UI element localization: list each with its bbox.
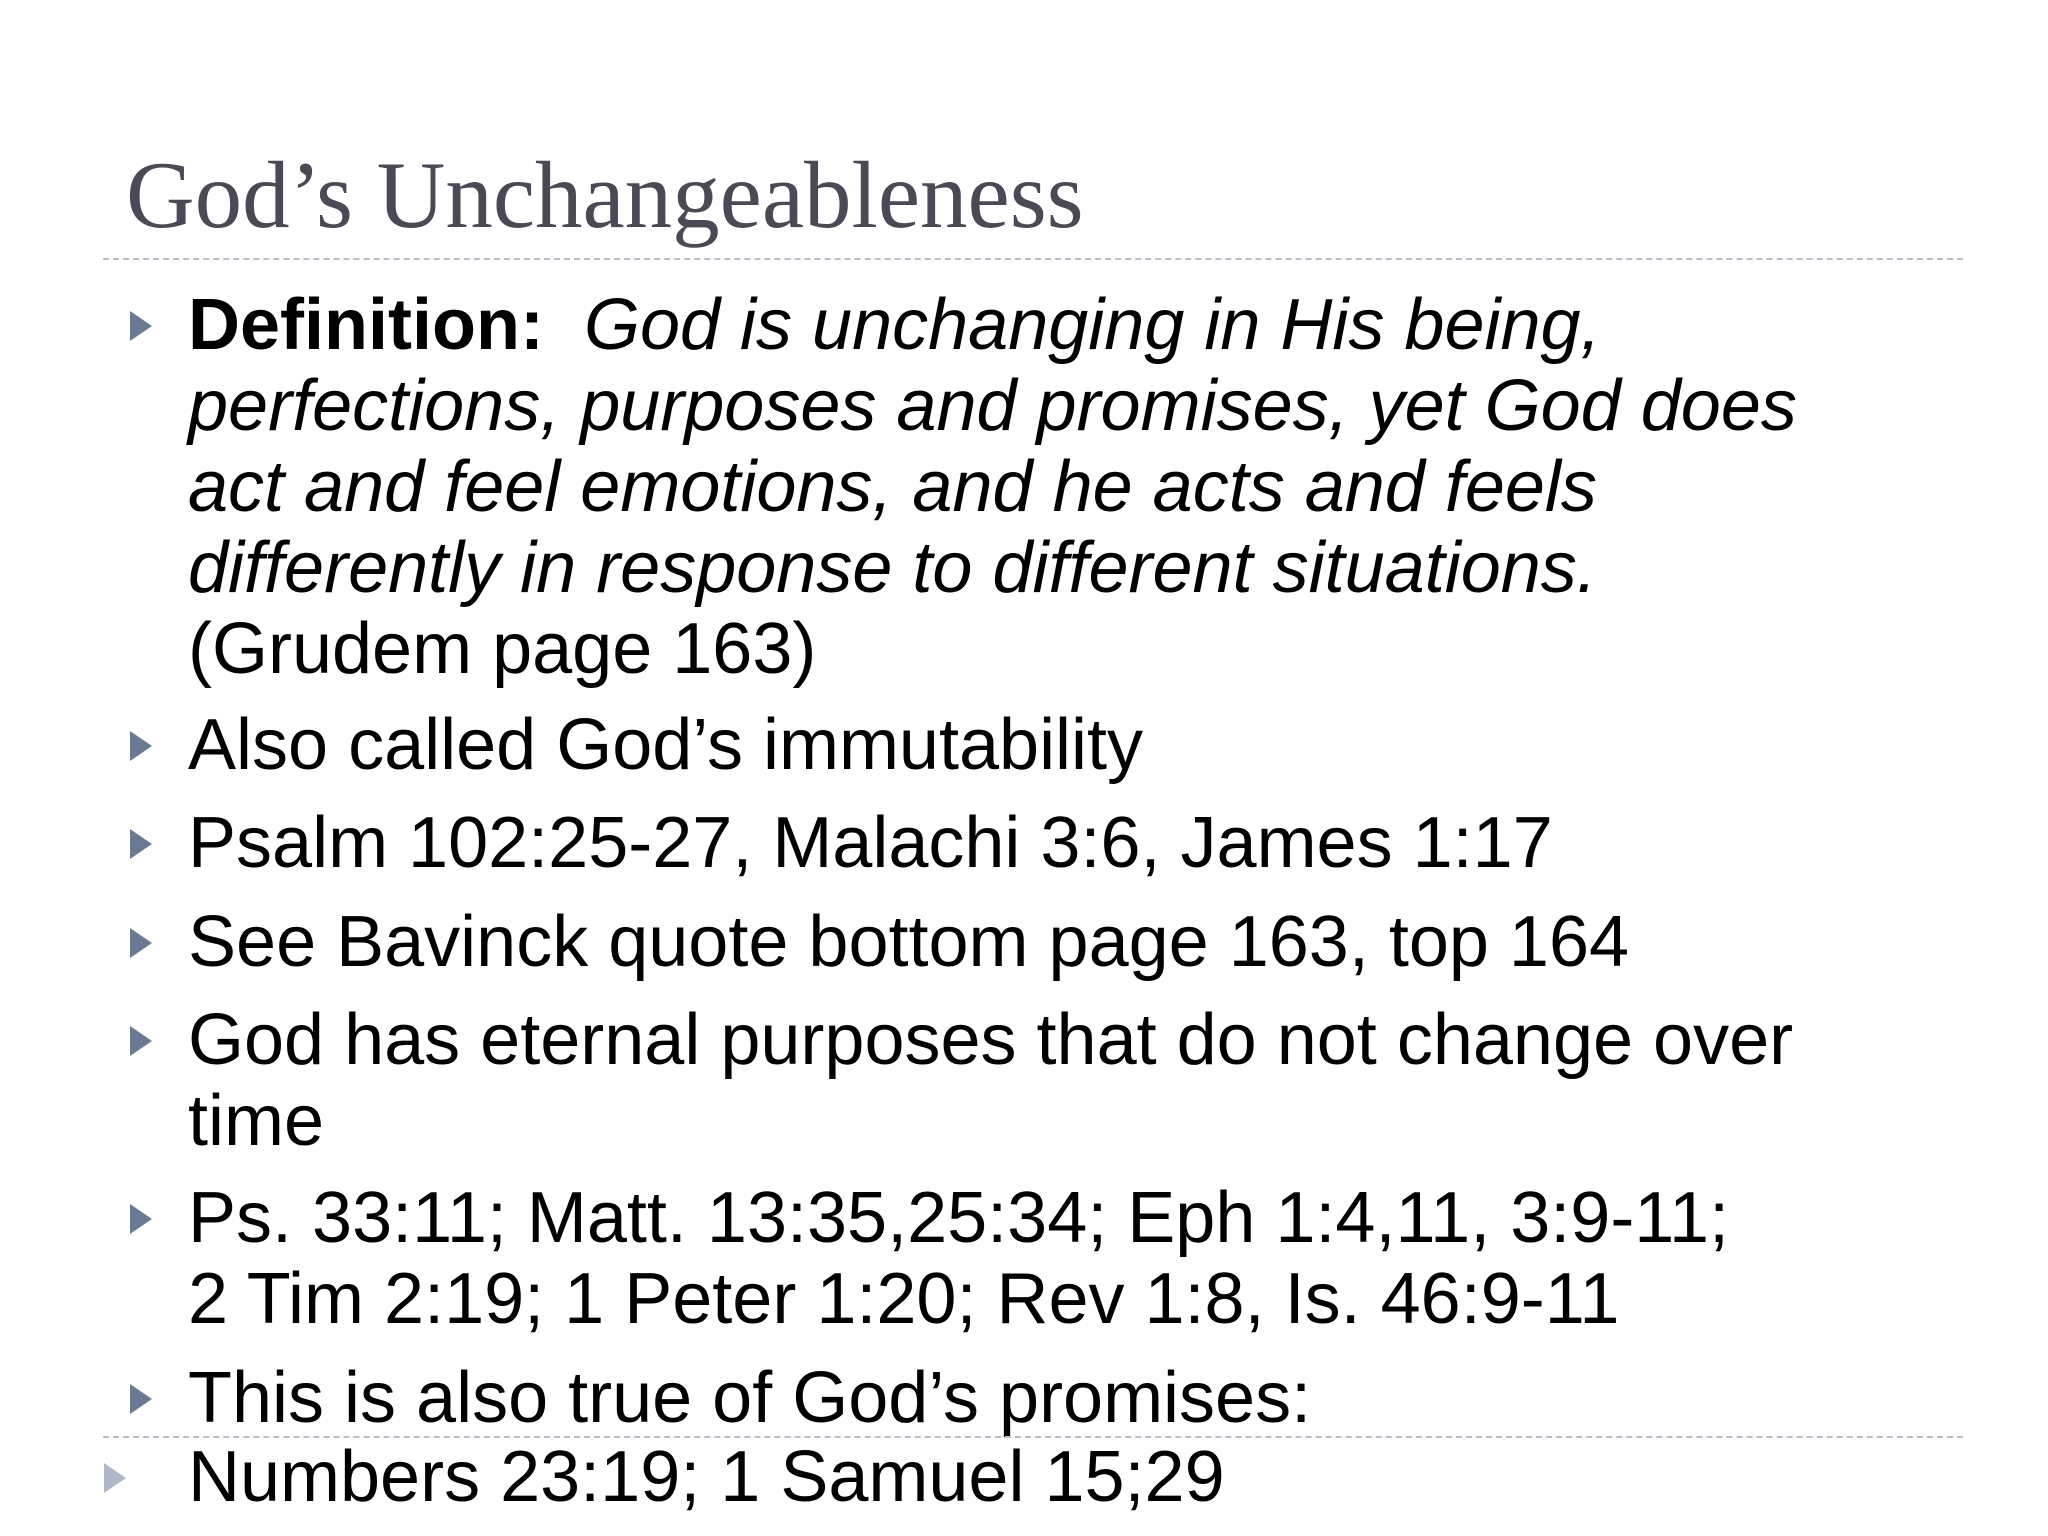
bullet-text — [188, 285, 1908, 690]
definition-term: Definition: — [188, 285, 544, 365]
triangle-right-icon — [130, 1026, 152, 1056]
bullet-line: Also called God’s immutability — [188, 705, 1144, 785]
triangle-right-icon — [130, 311, 152, 341]
definition-line: differently in response to different situations. — [188, 528, 1597, 608]
bullet-text — [188, 1358, 1908, 1439]
triangle-right-icon — [130, 731, 152, 761]
bullet-line: time — [188, 1081, 325, 1161]
bullet-line: God has eternal purposes that do not change over — [188, 1000, 1794, 1080]
bullet-text — [188, 803, 1908, 884]
bullet-text — [188, 902, 1908, 983]
bullet-text — [188, 1000, 1908, 1162]
triangle-right-icon — [130, 928, 152, 958]
definition-line: act and feel emotions, and he acts and feels — [188, 447, 1597, 527]
triangle-right-icon — [130, 1384, 152, 1414]
triangle-right-icon — [130, 829, 152, 859]
definition-citation: (Grudem page 163) — [188, 609, 817, 689]
bullet-line: 2 Tim 2:19; 1 Peter 1:20; Rev 1:8, Is. 46:9-11 — [188, 1259, 1620, 1339]
triangle-right-icon — [130, 1204, 152, 1234]
bullet-line: Numbers 23:19; 1 Samuel 15;29 — [188, 1437, 1225, 1517]
definition-first-line — [188, 285, 1908, 366]
definition-line: perfections, purposes and promises, yet God does — [188, 366, 1797, 446]
bullet-line: Ps. 33:11; Matt. 13:35,25:34; Eph 1:4,11, 3:9-11; — [188, 1178, 1730, 1258]
definition-line: God is unchanging in His being, — [583, 285, 1601, 365]
bullet-text — [188, 705, 1908, 786]
bullet-line: See Bavinck quote bottom page 163, top 164 — [188, 902, 1630, 982]
triangle-right-icon — [104, 1463, 126, 1493]
footer-divider — [103, 1436, 1963, 1438]
slide-title: God’s Unchangeableness — [126, 142, 1084, 248]
bullet-text — [188, 1178, 1908, 1340]
bullet-text — [188, 1437, 1908, 1518]
bullet-line: Psalm 102:25-27, Malachi 3:6, James 1:17 — [188, 803, 1553, 883]
bullet-line: This is also true of God’s promises: — [188, 1358, 1312, 1438]
